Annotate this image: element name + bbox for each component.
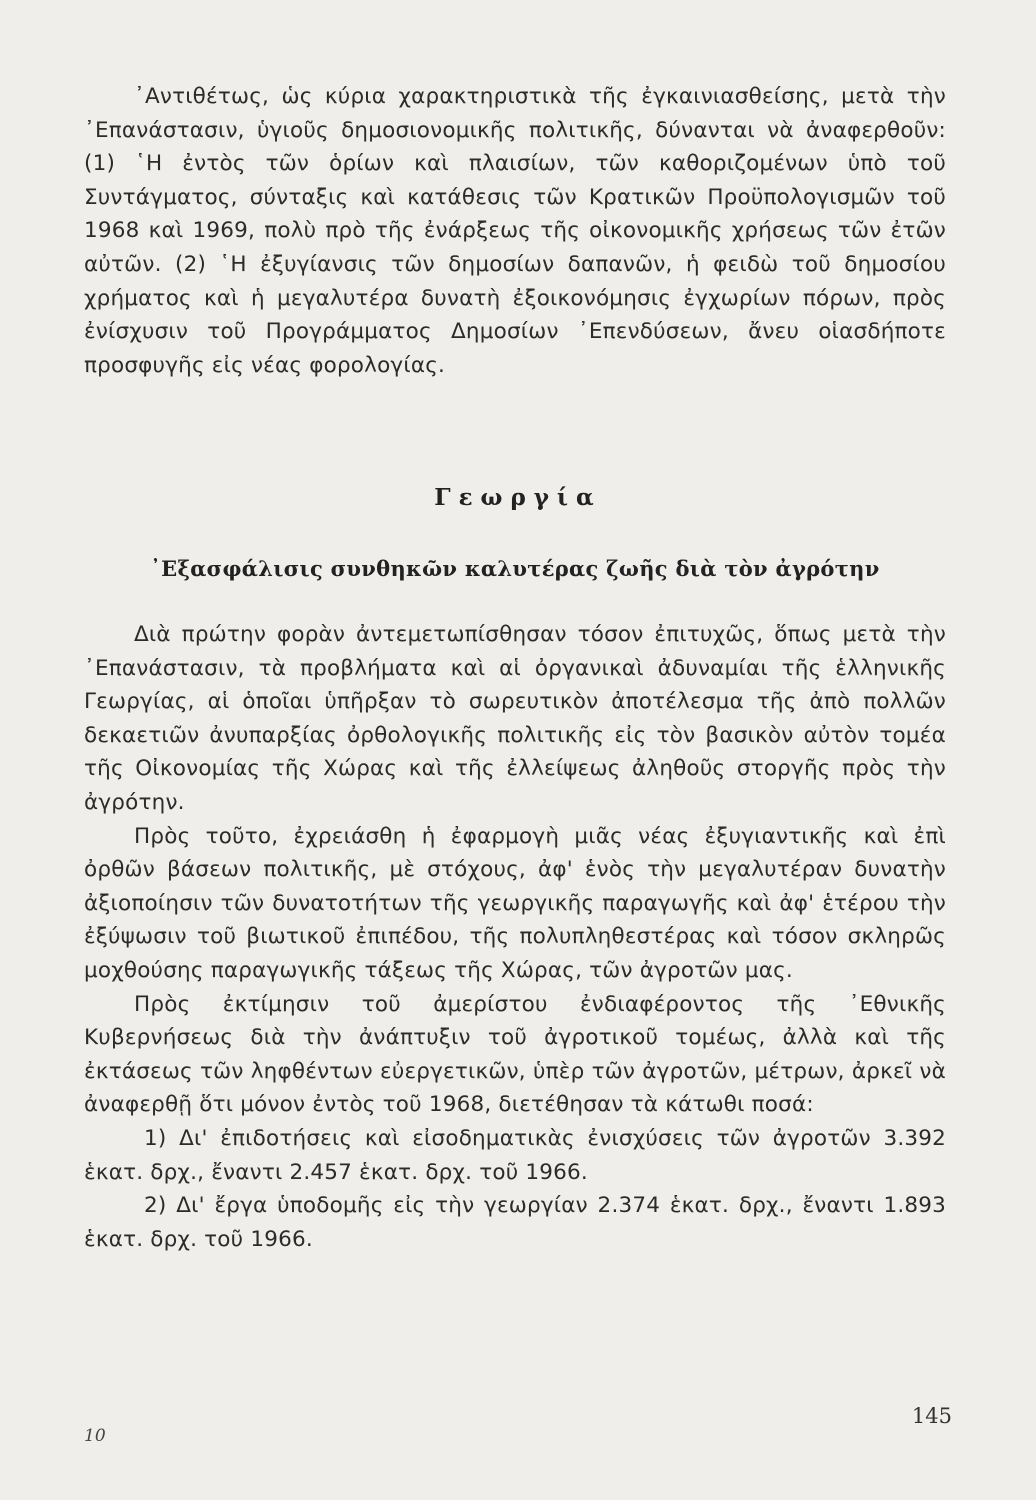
section-subtitle: ᾿Εξασφάλισις συνθηκῶν καλυτέρας ζωῆς διὰ τὸν ἀγρότην (150, 556, 880, 581)
section-title: Γεωργία (434, 484, 602, 511)
intro-text-block (84, 80, 946, 382)
page-number: 145 (911, 1404, 952, 1428)
paragraph: ᾿Αντιθέτως, ὡς κύρια χαρακτηριστικὰ τῆς ἐγκαινιασθείσης, μετὰ τὴν ᾿Επανάστασιν, ὑγιοῦς δημοσιονομικῆς πολιτικῆς, δύνανται νὰ ἀναφερθοῦν: (1) ῾Η ἐντὸς τῶν ὁρίων καὶ πλαισίων, τῶν καθοριζομένων ὑπὸ τοῦ Συντάγματος, σύνταξις καὶ κατάθεσις τῶν Κρατικῶν Προϋπολογισμῶν τοῦ 1968 καὶ 1969, πολὺ πρὸ τῆς ἐνάρξεως τῆς οἰκονομικῆς χρήσεως τῶν ἐτῶν αὐτῶν. (2) ῾Η ἐξυγίανσις τῶν δημοσίων δαπανῶν, ἡ φειδὼ τοῦ δημοσίου χρήματος καὶ ἡ μεγαλυτέρα δυνατὴ ἐξοικονόμησις ἐγχωρίων πόρων, πρὸς ἐνίσχυσιν τοῦ Προγράμματος Δημοσίων ᾿Επενδύσεων, ἄνευ οἱασδήποτε προσφυγῆς εἰς νέας φορολογίας. (84, 84, 946, 378)
paragraph: Διὰ πρώτην φορὰν ἀντεμετωπίσθησαν τόσον ἐπιτυχῶς, ὅπως μετὰ τὴν ᾿Επανάστασιν, τὰ προβλήματα καὶ αἱ ὀργανικαὶ ἀδυναμίαι τῆς ἑλληνικῆς Γεωργίας, αἱ ὁποῖαι ὑπῆρξαν τὸ σωρευτικὸν ἀποτέλεσμα τῆς ἀπὸ πολλῶν δεκαετιῶν ἀνυπαρξίας ὀρθολογικῆς πολιτικῆς εἰς τὸν βασικὸν αὐτὸν τομέα τῆς Οἰκονομίας τῆς Χώρας καὶ τῆς ἐλλείψεως ἀληθοῦς στοργῆς πρὸς τὴν ἀγρότην. (84, 622, 946, 815)
body-text-block (84, 618, 946, 1256)
paragraph: Πρὸς ἐκτίμησιν τοῦ ἀμερίστου ἐνδιαφέροντος τῆς ᾿Εθνικῆς Κυβερνήσεως διὰ τὴν ἀνάπτυξιν τοῦ ἀγροτικοῦ τομέως, ἀλλὰ καὶ τῆς ἐκτάσεως τῶν ληφθέντων εὐεργετικῶν, ὑπὲρ τῶν ἀγροτῶν, μέτρων, ἀρκεῖ νὰ ἀναφερθῇ ὅτι μόνον ἐντὸς τοῦ 1968, διετέθησαν τὰ κάτωθι ποσά: (84, 991, 946, 1118)
signature-mark: 10 (84, 1426, 106, 1446)
paragraph: Πρὸς τοῦτο, ἐχρειάσθη ἡ ἐφαρμογὴ μιᾶς νέας ἐξυγιαντικῆς καὶ ἐπὶ ὀρθῶν βάσεων πολιτικῆς, μὲ στόχους, ἀφ' ἑνὸς τὴν μεγαλυτέραν δυνατὴν ἀξιοποίησιν τῶν δυνατοτήτων τῆς γεωργικῆς παραγωγῆς καὶ ἀφ' ἑτέρου τὴν ἐξύψωσιν τοῦ βιωτικοῦ ἐπιπέδου, τῆς πολυπληθεστέρας καὶ τόσον σκληρῶς μοχθούσης παραγωγικῆς τάξεως τῆς Χώρας, τῶν ἀγροτῶν μας. (84, 823, 946, 983)
list-item: 2) Δι' ἔργα ὑποδομῆς εἰς τὴν γεωργίαν 2.374 ἑκατ. δρχ., ἔναντι 1.893 ἑκατ. δρχ. τοῦ 1966. (84, 1193, 946, 1252)
list-item: 1) Δι' ἐπιδοτήσεις καὶ εἰσοδηματικὰς ἐνισχύσεις τῶν ἀγροτῶν 3.392 ἑκατ. δρχ., ἔναντι 2.457 ἑκατ. δρχ. τοῦ 1966. (84, 1125, 946, 1185)
